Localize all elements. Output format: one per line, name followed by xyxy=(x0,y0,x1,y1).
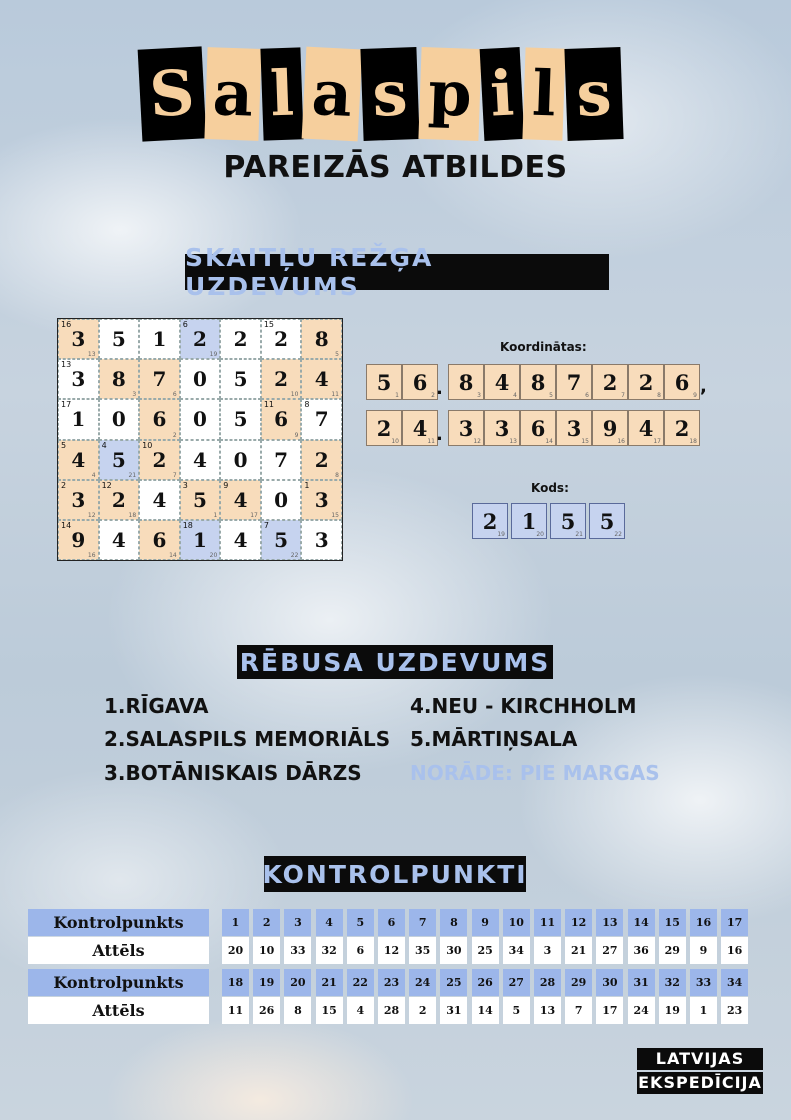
grid-cell-value: 6 xyxy=(152,527,167,552)
grid-cell-value: 3 xyxy=(71,367,86,392)
coordinate-digit-box xyxy=(628,410,664,446)
grid-cell-value: 4 xyxy=(71,447,86,472)
grid-cell xyxy=(220,319,261,359)
grid-cell xyxy=(180,399,221,439)
checkpoint-image-cell: 25 xyxy=(472,937,499,964)
checkpoint-number-cell: 21 xyxy=(316,969,343,996)
grid-cell-value: 4 xyxy=(111,527,126,552)
code-digit-box xyxy=(550,503,586,539)
grid-cell xyxy=(99,520,140,560)
checkpoint-number-cell: 25 xyxy=(440,969,467,996)
checkpoint-number-cell: 6 xyxy=(378,909,405,936)
grid-cell-cage-number: 1 xyxy=(304,480,310,490)
grid-cell-value: 8 xyxy=(111,367,126,392)
grid-cell-index: 13 xyxy=(87,351,96,359)
code-digit-box xyxy=(589,503,625,539)
checkpoint-number-cell: 16 xyxy=(690,909,717,936)
checkpoint-number-cell: 22 xyxy=(347,969,374,996)
checkpoint-number-cell: 7 xyxy=(409,909,436,936)
grid-cell-cage-number: 16 xyxy=(61,320,72,329)
coordinate-digit: 2 xyxy=(674,415,690,441)
checkpoint-number-cell: 13 xyxy=(596,909,623,936)
grid-cell-index: 4 xyxy=(91,471,96,479)
coordinate-digit-index: 18 xyxy=(689,438,697,445)
coordinate-digit-index: 13 xyxy=(509,438,517,445)
grid-cell-cage-number: 7 xyxy=(263,520,269,530)
checkpoint-image-cell: 14 xyxy=(472,997,499,1024)
title-letter: S xyxy=(138,46,207,141)
grid-cell-value: 6 xyxy=(274,407,289,432)
coordinate-digit-index: 10 xyxy=(391,438,399,445)
checkpoint-number-cell: 34 xyxy=(721,969,748,996)
checkpoint-image-cell: 28 xyxy=(378,997,405,1024)
checkpoint-image-cell: 10 xyxy=(253,937,280,964)
image-row-label: Attēls xyxy=(28,937,209,964)
coordinate-digit-index: 15 xyxy=(581,438,589,445)
grid-cell xyxy=(220,440,261,480)
grid-cell-value: 0 xyxy=(193,367,207,392)
grid-cell-index: 17 xyxy=(250,511,258,519)
coordinate-digit-index: 11 xyxy=(427,438,435,445)
coordinate-digit-index: 8 xyxy=(657,392,661,399)
coordinate-digit-box xyxy=(664,410,700,446)
checkpoint-image-cell: 2 xyxy=(409,997,436,1024)
checkpoint-number-cell: 5 xyxy=(347,909,374,936)
checkpoint-number-cell: 26 xyxy=(472,969,499,996)
grid-cell-index: 1 xyxy=(213,511,218,519)
grid-cell-value: 4 xyxy=(314,367,329,392)
code-digit-index: 19 xyxy=(497,531,505,538)
rebus-answer: 5.MĀRTIŅSALA xyxy=(410,727,578,751)
coordinate-digit-index: 2 xyxy=(431,392,435,399)
grid-cell-value: 5 xyxy=(111,327,126,352)
checkpoint-image-cell: 6 xyxy=(347,937,374,964)
grid-cell-index: 14 xyxy=(169,552,177,559)
checkpoint-image-cell: 13 xyxy=(534,997,561,1024)
grid-cell xyxy=(58,319,99,359)
checkpoint-image-cell: 7 xyxy=(565,997,592,1024)
grid-cell-value: 1 xyxy=(152,327,167,352)
coordinate-digit: 3 xyxy=(494,415,510,441)
grid-cell xyxy=(180,440,221,480)
page-subtitle: PAREIZĀS ATBILDES xyxy=(223,150,568,185)
grid-cell xyxy=(301,440,342,480)
rebus-answer: 1.RĪGAVA xyxy=(104,694,209,718)
grid-cell xyxy=(99,399,140,439)
grid-cell xyxy=(139,359,180,399)
coordinate-digit-box xyxy=(448,410,484,446)
grid-cell-index: 11 xyxy=(331,391,339,399)
grid-cell-index: 3 xyxy=(132,391,137,399)
grid-cell-value: 5 xyxy=(274,527,289,552)
grid-cell-value: 4 xyxy=(233,487,248,512)
grid-cell-value: 2 xyxy=(111,487,126,512)
grid-cell-value: 2 xyxy=(152,447,167,472)
coordinate-digit-index: 5 xyxy=(549,392,553,399)
checkpoint-number-cell: 28 xyxy=(534,969,561,996)
checkpoint-number-cell: 31 xyxy=(628,969,655,996)
grid-cell-index: 5 xyxy=(335,351,339,359)
grid-cell-index: 16 xyxy=(87,552,96,559)
checkpoint-image-cell: 35 xyxy=(409,937,436,964)
grid-cell-value: 5 xyxy=(193,487,207,512)
code-digit-index: 22 xyxy=(614,531,622,538)
section-heading-rebus: RĒBUSA UZDEVUMS xyxy=(237,645,553,679)
grid-cell xyxy=(180,520,221,560)
checkpoint-number-cell: 2 xyxy=(253,909,280,936)
checkpoint-number-cell: 11 xyxy=(534,909,561,936)
checkpoint-image-cell: 1 xyxy=(690,997,717,1024)
checkpoint-number-cell: 17 xyxy=(721,909,748,936)
coordinate-digit-box xyxy=(520,364,556,400)
rebus-answer: 3.BOTĀNISKAIS DĀRZS xyxy=(104,761,362,785)
grid-cell-value: 5 xyxy=(233,367,248,392)
coordinate-digit-index: 16 xyxy=(617,438,625,445)
coordinate-digit-box xyxy=(592,410,628,446)
checkpoint-image-cell: 33 xyxy=(284,937,311,964)
code-digit-index: 21 xyxy=(575,531,583,538)
checkpoint-image-cell: 19 xyxy=(659,997,686,1024)
grid-cell-value: 7 xyxy=(152,367,167,392)
checkpoint-number-cell: 1 xyxy=(222,909,249,936)
grid-cell-value: 5 xyxy=(111,447,126,472)
grid-cell-cage-number: 17 xyxy=(61,400,72,410)
grid-cell-value: 2 xyxy=(314,447,329,472)
grid-cell xyxy=(301,399,342,439)
checkpoint-image-cell: 9 xyxy=(690,937,717,964)
grid-cell xyxy=(261,359,302,399)
grid-cell xyxy=(180,319,221,359)
grid-cell xyxy=(58,480,99,520)
grid-cell-value: 1 xyxy=(193,527,207,552)
grid-cell-cage-number: 3 xyxy=(182,480,188,490)
grid-cell xyxy=(58,399,99,439)
checkpoint-number-cell: 12 xyxy=(565,909,592,936)
grid-cell-cage-number: 6 xyxy=(182,320,188,329)
checkpoint-number-cell: 3 xyxy=(284,909,311,936)
code-digit-box xyxy=(511,503,547,539)
coordinate-decimal-point: . xyxy=(436,378,443,399)
grid-cell xyxy=(58,440,99,480)
checkpoint-number-cell: 19 xyxy=(253,969,280,996)
title-logo xyxy=(140,48,650,140)
grid-cell-cage-number: 4 xyxy=(101,440,107,450)
coordinate-digit-box xyxy=(520,410,556,446)
grid-cell xyxy=(301,520,342,560)
checkpoint-image-cell: 20 xyxy=(222,937,249,964)
checkpoint-number-cell: 27 xyxy=(503,969,530,996)
grid-cell xyxy=(99,359,140,399)
code-digit: 5 xyxy=(560,508,576,534)
grid-cell-value: 7 xyxy=(314,407,329,432)
grid-cell-value: 2 xyxy=(193,327,207,352)
checkpoint-image-cell: 16 xyxy=(721,937,748,964)
grid-cell xyxy=(220,520,261,560)
grid-cell-index: 9 xyxy=(294,431,299,439)
grid-cell-value: 4 xyxy=(152,487,167,512)
grid-cell-cage-number: 10 xyxy=(142,440,153,450)
coordinate-digit-box xyxy=(366,364,402,400)
coordinate-digit-box xyxy=(402,364,438,400)
coordinate-digit-index: 14 xyxy=(545,438,553,445)
grid-cell xyxy=(220,480,261,520)
grid-cell xyxy=(261,319,302,359)
grid-cell-value: 4 xyxy=(233,527,248,552)
checkpoint-image-cell: 15 xyxy=(316,997,343,1024)
grid-cell-value: 9 xyxy=(71,527,86,552)
checkpoint-number-cell: 29 xyxy=(565,969,592,996)
grid-cell xyxy=(58,520,99,560)
title-letter: l xyxy=(522,47,565,140)
checkpoint-image-cell: 4 xyxy=(347,997,374,1024)
coordinate-digit: 5 xyxy=(376,369,392,395)
grid-cell xyxy=(139,319,180,359)
coordinate-comma: , xyxy=(700,376,707,397)
coordinate-digit: 2 xyxy=(638,369,654,395)
checkpoint-image-cell: 12 xyxy=(378,937,405,964)
coordinate-digit-box xyxy=(484,364,520,400)
checkpoint-image-cell: 8 xyxy=(284,997,311,1024)
grid-cell-value: 3 xyxy=(314,527,329,552)
code-label: Kods: xyxy=(531,481,569,495)
checkpoint-image-cell: 36 xyxy=(628,937,655,964)
coordinate-digit: 6 xyxy=(530,415,546,441)
checkpoint-number-cell: 33 xyxy=(690,969,717,996)
grid-cell-cage-number: 9 xyxy=(223,480,229,490)
coordinate-digit-index: 12 xyxy=(473,438,481,445)
grid-cell-value: 2 xyxy=(233,327,248,352)
grid-cell xyxy=(99,440,140,480)
coordinate-digit-box xyxy=(402,410,438,446)
code-digit-box xyxy=(472,503,508,539)
code-digit: 1 xyxy=(521,508,537,534)
grid-cell xyxy=(139,520,180,560)
checkpoint-image-cell: 30 xyxy=(440,937,467,964)
coordinate-digit: 4 xyxy=(494,369,510,395)
checkpoint-image-cell: 17 xyxy=(596,997,623,1024)
grid-cell-value: 0 xyxy=(233,447,248,472)
grid-cell xyxy=(301,359,342,399)
coordinates-label: Koordinātas: xyxy=(500,340,587,354)
number-grid xyxy=(57,318,343,561)
grid-cell-index: 18 xyxy=(128,511,137,519)
coordinate-digit: 6 xyxy=(412,369,428,395)
section-heading-checkpoints: KONTROLPUNKTI xyxy=(264,856,526,892)
checkpoint-image-cell: 5 xyxy=(503,997,530,1024)
checkpoint-number-cell: 20 xyxy=(284,969,311,996)
coordinate-digit-box xyxy=(556,410,592,446)
grid-cell-value: 2 xyxy=(274,367,289,392)
rebus-answer: 4.NEU - KIRCHHOLM xyxy=(410,694,637,718)
grid-cell-cage-number: 12 xyxy=(101,480,112,490)
checkpoint-image-cell: 29 xyxy=(659,937,686,964)
logo-line: LATVIJAS xyxy=(637,1048,763,1070)
title-letter: s xyxy=(564,47,623,141)
coordinate-digit-box xyxy=(484,410,520,446)
grid-cell-index: 22 xyxy=(290,552,299,559)
checkpoint-header-label: Kontrolpunkts xyxy=(28,969,209,996)
image-row-label: Attēls xyxy=(28,997,209,1024)
grid-cell-value: 7 xyxy=(274,447,289,472)
grid-cell xyxy=(139,399,180,439)
coordinate-digit-box xyxy=(448,364,484,400)
coordinate-digit-box xyxy=(628,364,664,400)
title-letter: a xyxy=(204,47,261,141)
coordinate-digit: 7 xyxy=(566,369,582,395)
checkpoint-number-cell: 14 xyxy=(628,909,655,936)
coordinate-digit-index: 17 xyxy=(653,438,661,445)
grid-cell-index: 8 xyxy=(335,471,339,479)
coordinate-digit: 4 xyxy=(638,415,654,441)
grid-cell xyxy=(99,319,140,359)
code-digit-index: 20 xyxy=(536,531,544,538)
grid-cell xyxy=(261,520,302,560)
checkpoint-image-cell: 34 xyxy=(503,937,530,964)
grid-cell xyxy=(301,319,342,359)
grid-cell-index: 2 xyxy=(172,431,177,439)
grid-cell-cage-number: 13 xyxy=(61,360,72,370)
checkpoint-header-label: Kontrolpunkts xyxy=(28,909,209,936)
grid-cell-cage-number: 8 xyxy=(304,400,310,410)
grid-cell-value: 1 xyxy=(71,407,86,432)
coordinate-digit: 3 xyxy=(566,415,582,441)
coordinate-digit-index: 4 xyxy=(513,392,517,399)
grid-cell xyxy=(139,440,180,480)
grid-cell-index: 6 xyxy=(172,391,177,399)
checkpoint-number-cell: 24 xyxy=(409,969,436,996)
logo-line: EKSPEDĪCIJA xyxy=(638,1073,762,1092)
title-letter: s xyxy=(360,47,419,141)
coordinate-digit-index: 9 xyxy=(693,392,697,399)
checkpoint-image-cell: 31 xyxy=(440,997,467,1024)
rebus-hint: NORĀDE: PIE MARGAS xyxy=(410,761,660,785)
grid-cell-value: 6 xyxy=(152,407,167,432)
coordinate-digit: 8 xyxy=(458,369,474,395)
grid-cell-value: 3 xyxy=(71,327,86,352)
checkpoint-number-cell: 9 xyxy=(472,909,499,936)
grid-cell-index: 15 xyxy=(331,511,339,519)
coordinate-digit: 9 xyxy=(602,415,618,441)
coordinate-digit: 4 xyxy=(412,415,428,441)
grid-cell-index: 19 xyxy=(209,351,218,359)
checkpoint-image-cell: 27 xyxy=(596,937,623,964)
checkpoint-image-cell: 23 xyxy=(721,997,748,1024)
grid-cell-value: 5 xyxy=(233,407,248,432)
coordinate-decimal-point: . xyxy=(436,424,443,445)
grid-cell xyxy=(58,359,99,399)
title-letter: p xyxy=(418,47,481,141)
checkpoint-image-cell: 3 xyxy=(534,937,561,964)
checkpoint-image-cell: 11 xyxy=(222,997,249,1024)
grid-cell-cage-number: 5 xyxy=(61,440,67,450)
grid-cell-value: 4 xyxy=(193,447,207,472)
grid-cell-index: 21 xyxy=(128,471,137,479)
coordinate-digit-box xyxy=(366,410,402,446)
grid-cell-cage-number: 15 xyxy=(263,320,275,329)
grid-cell-value: 0 xyxy=(111,407,126,432)
grid-cell-cage-number: 2 xyxy=(61,480,67,490)
grid-cell-cage-number: 14 xyxy=(61,520,72,530)
grid-cell xyxy=(301,480,342,520)
checkpoint-number-cell: 8 xyxy=(440,909,467,936)
checkpoint-number-cell: 15 xyxy=(659,909,686,936)
title-letter: a xyxy=(302,47,363,142)
coordinate-digit-index: 3 xyxy=(477,392,481,399)
grid-cell-cage-number: 18 xyxy=(182,520,193,530)
grid-cell-value: 2 xyxy=(274,327,289,352)
grid-cell xyxy=(180,359,221,399)
checkpoint-number-cell: 23 xyxy=(378,969,405,996)
grid-cell-value: 3 xyxy=(314,487,329,512)
coordinate-digit: 2 xyxy=(376,415,392,441)
latvijas-ekspedicija-logo xyxy=(637,1048,763,1096)
grid-cell xyxy=(139,480,180,520)
coordinate-digit: 2 xyxy=(602,369,618,395)
grid-cell-index: 10 xyxy=(290,391,299,399)
grid-cell xyxy=(261,440,302,480)
grid-cell xyxy=(261,399,302,439)
checkpoint-number-cell: 10 xyxy=(503,909,530,936)
coordinate-digit: 8 xyxy=(530,369,546,395)
checkpoint-image-cell: 21 xyxy=(565,937,592,964)
title-letter: l xyxy=(260,47,303,140)
checkpoint-number-cell: 4 xyxy=(316,909,343,936)
checkpoint-image-cell: 24 xyxy=(628,997,655,1024)
grid-cell xyxy=(261,480,302,520)
checkpoint-number-cell: 18 xyxy=(222,969,249,996)
grid-cell-index: 7 xyxy=(172,471,177,479)
grid-cell xyxy=(220,359,261,399)
coordinate-digit: 6 xyxy=(674,369,690,395)
grid-cell-value: 3 xyxy=(71,487,86,512)
checkpoint-image-cell: 26 xyxy=(253,997,280,1024)
rebus-answer: 2.SALASPILS MEMORIĀLS xyxy=(104,727,391,751)
code-digit: 5 xyxy=(599,508,615,534)
coordinate-digit-index: 7 xyxy=(621,392,625,399)
title-letter: i xyxy=(480,47,525,141)
checkpoint-number-cell: 30 xyxy=(596,969,623,996)
grid-cell xyxy=(99,480,140,520)
grid-cell-value: 0 xyxy=(193,407,207,432)
grid-cell-value: 0 xyxy=(274,487,289,512)
grid-cell xyxy=(220,399,261,439)
checkpoint-number-cell: 32 xyxy=(659,969,686,996)
grid-cell-index: 20 xyxy=(209,552,218,559)
code-digit: 2 xyxy=(482,508,498,534)
checkpoint-image-cell: 32 xyxy=(316,937,343,964)
coordinate-digit-index: 6 xyxy=(585,392,589,399)
coordinate-digit-index: 1 xyxy=(395,392,399,399)
section-heading-grid: SKAITĻU REŽĢA UZDEVUMS xyxy=(185,254,609,290)
coordinate-digit-box xyxy=(592,364,628,400)
grid-cell-cage-number: 11 xyxy=(263,400,275,410)
grid-cell xyxy=(180,480,221,520)
grid-cell-index: 12 xyxy=(87,511,96,519)
coordinate-digit: 3 xyxy=(458,415,474,441)
grid-cell-value: 8 xyxy=(314,327,329,352)
coordinate-digit-box xyxy=(664,364,700,400)
coordinate-digit-box xyxy=(556,364,592,400)
